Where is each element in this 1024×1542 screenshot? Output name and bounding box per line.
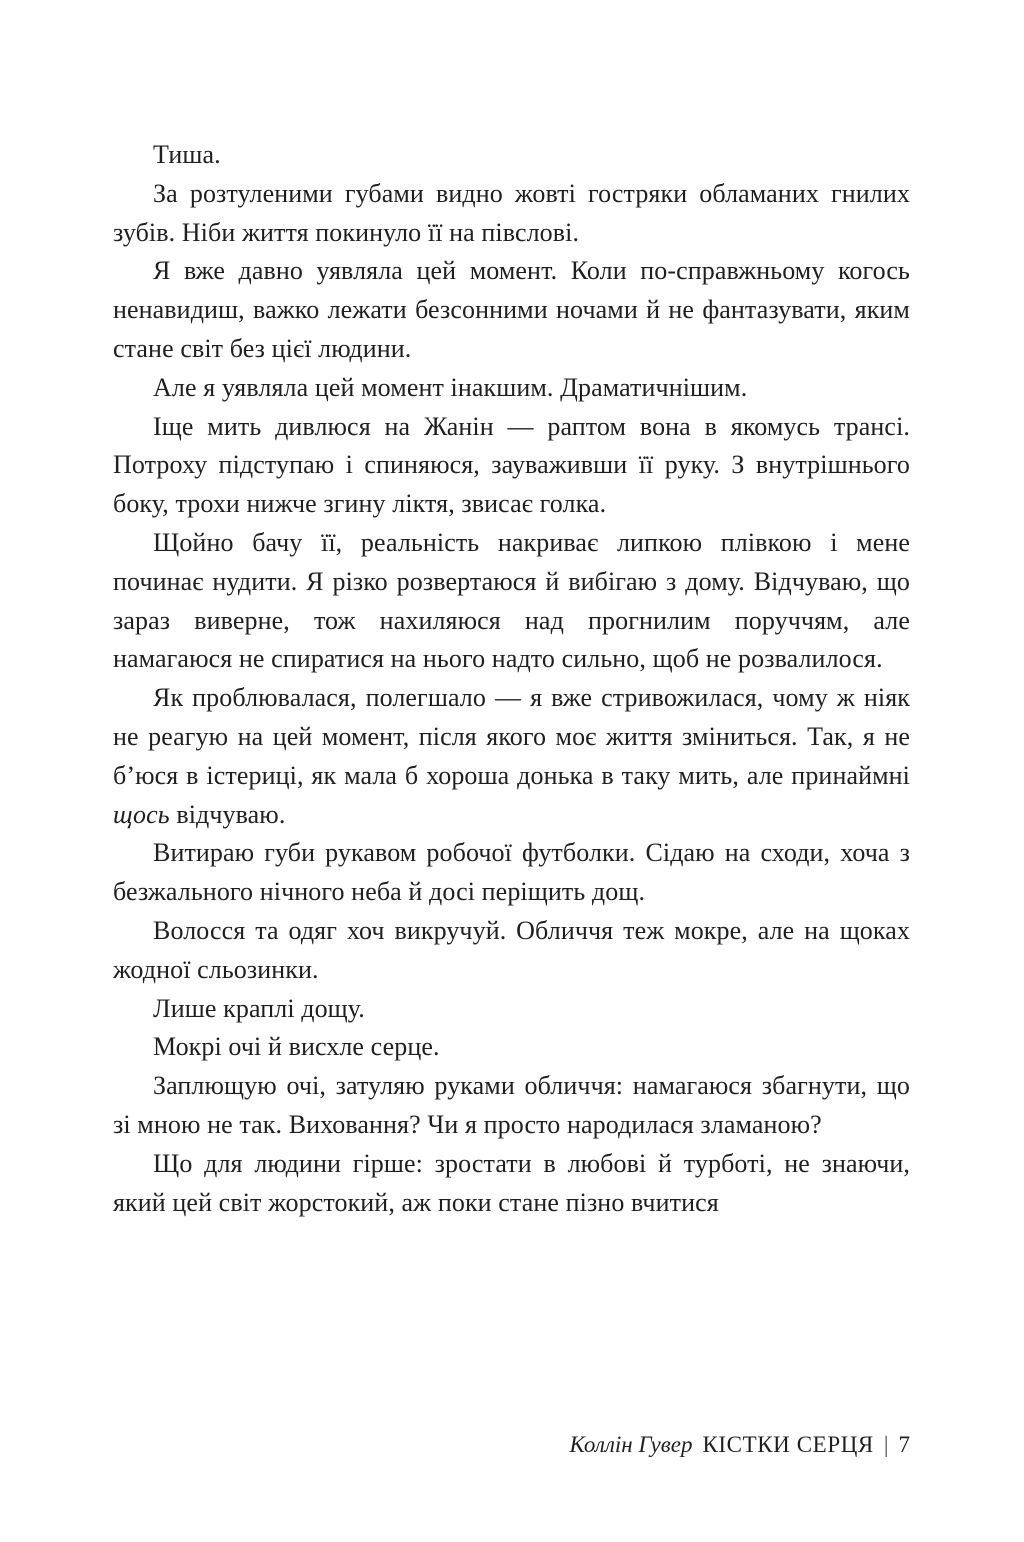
paragraph bbox=[113, 1028, 910, 1067]
text-segment: Тиша. bbox=[153, 140, 221, 169]
text-segment: Волосся та одяг хоч викручуй. Обличчя теж мокре, але на щоках жодної сльозинки. bbox=[113, 915, 910, 984]
text-segment: Але я уявляла цей момент інакшим. Драматичнішим. bbox=[153, 372, 748, 402]
text-segment: Як проблювалася, полегшало — я вже стривожилася, чому ж ніяк не реагую на цей момент, після якого моє життя зміниться. Так, я не б’юся в істериці, як мала б хороша донька в таку мить, але принаймні bbox=[113, 683, 910, 790]
footer-separator: | bbox=[883, 1432, 889, 1457]
paragraph bbox=[113, 912, 910, 990]
text-segment: За розтуленими губами видно жовті гостряки обламаних гнилих зубів. Ніби життя покинуло її на півслові. bbox=[113, 178, 910, 247]
paragraph bbox=[113, 408, 910, 524]
paragraph bbox=[113, 990, 910, 1029]
page-footer bbox=[113, 1430, 910, 1460]
text-segment: Заплющую очі, затуляю руками обличчя: намагаюся збагнути, що зі мною не так. Виховання? Чи я просто народилася зламаною? bbox=[113, 1071, 910, 1139]
page-text bbox=[113, 136, 910, 1222]
paragraph bbox=[113, 136, 910, 175]
paragraph bbox=[113, 369, 910, 408]
paragraph bbox=[113, 524, 910, 679]
text-segment: Іще мить дивлюся на Жанін — раптом вона в якомусь трансі. Потроху підступаю і спиняюся, зауваживши її руку. З внутрішнього боку, трохи нижче згину ліктя, звисає голка. bbox=[113, 411, 910, 519]
text-segment: Лише краплі дощу. bbox=[153, 993, 365, 1023]
italic-text-segment: щось bbox=[113, 799, 170, 829]
paragraph bbox=[113, 1067, 910, 1145]
paragraph bbox=[113, 175, 910, 253]
text-segment: Витираю губи рукавом робочої футболки. Сідаю на сходи, хоча з безжального нічного неба й досі періщить дощ. bbox=[113, 838, 910, 907]
paragraph bbox=[113, 252, 910, 368]
paragraph bbox=[113, 834, 910, 912]
paragraph bbox=[113, 1145, 910, 1223]
footer-book-title: КІСТКИ СЕРЦЯ bbox=[702, 1432, 874, 1457]
footer-author: Коллін Гувер bbox=[569, 1432, 693, 1457]
text-segment: Щойно бачу її, реальність накриває липкою плівкою і мене починає нудити. Я різко розвертаюся й вибігаю з дому. Відчуваю, що зараз виверне, тож нахиляюся над прогнилим поруччям, але намагаюся не спиратися на нього надто сильно, щоб не розвалилося. bbox=[113, 527, 910, 674]
text-segment: Мокрі очі й висхле серце. bbox=[153, 1032, 440, 1062]
text-segment: Я вже давно уявляла цей момент. Коли по-справжньому когось ненавидиш, важко лежати безсонними ночами й не фантазувати, яким стане світ без цієї людини. bbox=[113, 256, 910, 363]
text-segment: відчуваю. bbox=[169, 799, 286, 829]
page-number: 7 bbox=[898, 1432, 910, 1457]
paragraph bbox=[113, 679, 910, 834]
text-segment: Що для людини гірше: зростати в любові й турботі, не знаючи, який цей світ жорстокий, аж поки стане пізно вчитися bbox=[113, 1148, 910, 1217]
